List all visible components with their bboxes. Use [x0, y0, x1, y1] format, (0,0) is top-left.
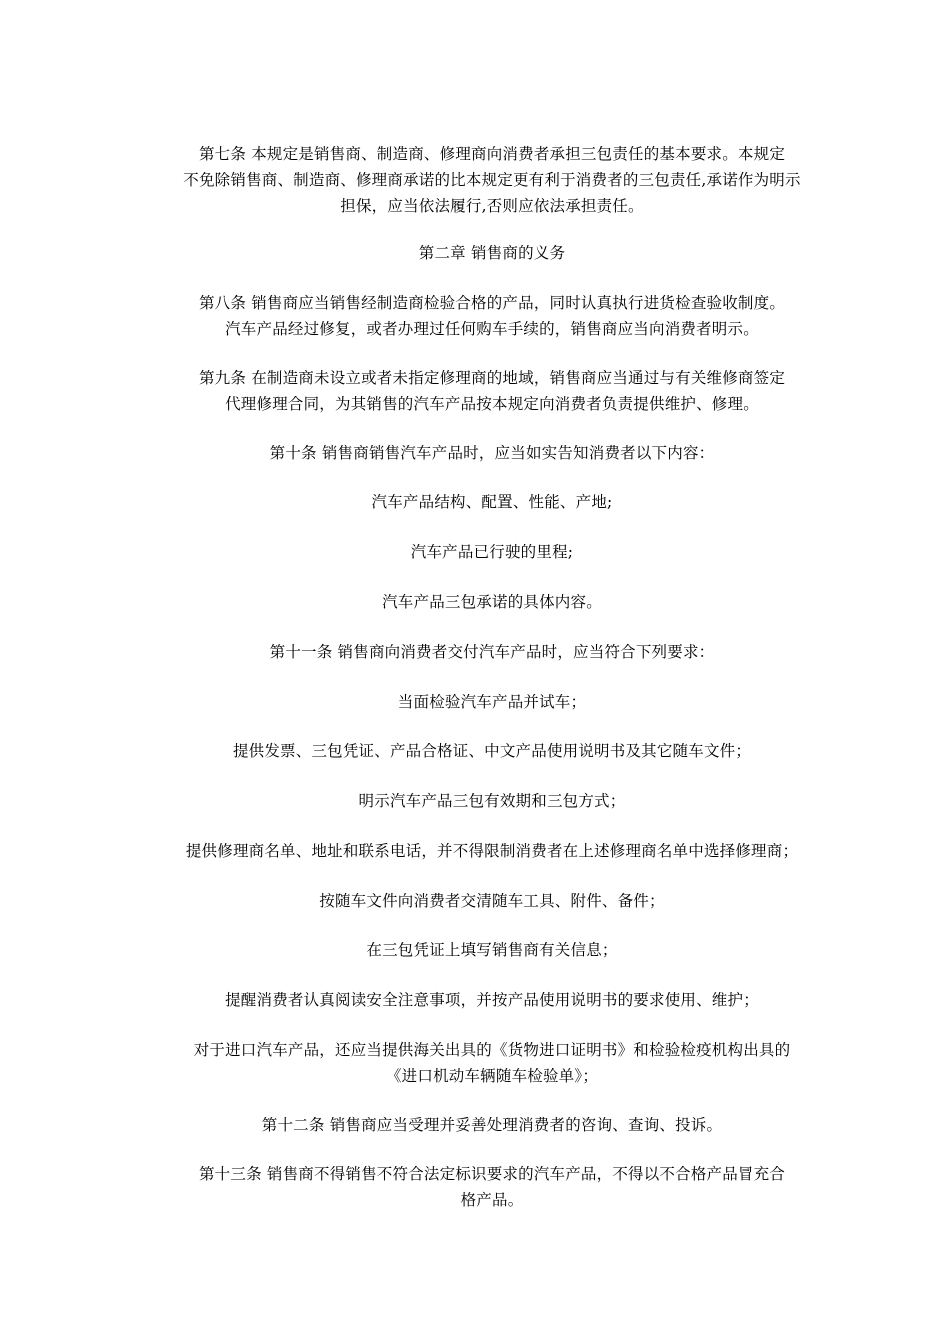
text-line: 不免除销售商、制造商、修理商承诺的比本规定更有利于消费者的三包责任,承诺作为明示	[183, 171, 801, 189]
text-line: 第二章 销售商的义务	[418, 244, 566, 262]
article-11	[175, 639, 809, 665]
article-11-item-2	[175, 738, 809, 764]
text-line: 第十条 销售商销售汽车产品时，应当如实告知消费者以下内容：	[269, 444, 715, 462]
article-7	[175, 141, 809, 219]
article-9	[175, 365, 809, 417]
text-line: 第七条 本规定是销售商、制造商、修理商向消费者承担三包责任的基本要求。本规定	[198, 145, 786, 163]
text-line: 第九条 在制造商未设立或者未指定修理商的地域，销售商应当通过与有关维修商签定	[198, 369, 786, 387]
text-line: 第十二条 销售商应当受理并妥善处理消费者的咨询、查询、投诉。	[261, 1116, 723, 1134]
text-line: 提供修理商名单、地址和联系电话，并不得限制消费者在上述修理商名单中选择修理商；	[185, 842, 799, 860]
article-12	[175, 1112, 809, 1138]
article-10-item-2	[175, 539, 809, 565]
article-11-item-8	[175, 1037, 809, 1089]
article-10	[175, 440, 809, 466]
text-line: 第十三条 销售商不得销售不符合法定标识要求的汽车产品，不得以不合格产品冒充合	[198, 1165, 786, 1183]
text-line: 汽车产品已行驶的里程;	[410, 543, 574, 561]
text-line: 提供发票、三包凭证、产品合格证、中文产品使用说明书及其它随车文件；	[232, 742, 752, 760]
article-10-item-3	[175, 589, 809, 615]
text-line: 明示汽车产品三包有效期和三包方式；	[358, 792, 626, 810]
text-line: 汽车产品经过修复，或者办理过任何购车手续的，销售商应当向消费者明示。	[225, 320, 759, 338]
text-line: 格产品。	[460, 1191, 524, 1209]
text-line: 汽车产品结构、配置、性能、产地;	[371, 493, 613, 511]
text-line: 对于进口汽车产品，还应当提供海关出具的《货物进口证明书》和检验检疫机构出具的	[193, 1041, 791, 1059]
text-line: 汽车产品三包承诺的具体内容。	[382, 593, 602, 611]
chapter-2-heading	[175, 240, 809, 266]
article-11-item-3	[175, 788, 809, 814]
article-11-item-4	[175, 838, 809, 864]
article-11-item-1	[175, 689, 809, 715]
article-13	[175, 1161, 809, 1213]
text-line: 按随车文件向消费者交清随车工具、附件、备件；	[319, 892, 665, 910]
article-11-item-7	[175, 987, 809, 1013]
text-line: 代理修理合同，为其销售的汽车产品按本规定向消费者负责提供维护、修理。	[225, 395, 759, 413]
text-line: 在三包凭证上填写销售商有关信息；	[366, 941, 618, 959]
article-11-item-6	[175, 937, 809, 963]
article-8	[175, 290, 809, 342]
text-line: 第十一条 销售商向消费者交付汽车产品时，应当符合下列要求：	[269, 643, 715, 661]
text-line: 提醒消费者认真阅读安全注意事项，并按产品使用说明书的要求使用、维护；	[225, 991, 759, 1009]
text-line: 《进口机动车辆随车检验单》；	[385, 1067, 599, 1085]
article-10-item-1	[175, 489, 809, 515]
text-line: 当面检验汽车产品并试车；	[397, 693, 587, 711]
text-line: 第八条 销售商应当销售经制造商检验合格的产品，同时认真执行进货检查验收制度。	[198, 294, 786, 312]
text-line: 担保，应当依法履行,否则应依法承担责任。	[340, 197, 644, 215]
article-11-item-5	[175, 888, 809, 914]
